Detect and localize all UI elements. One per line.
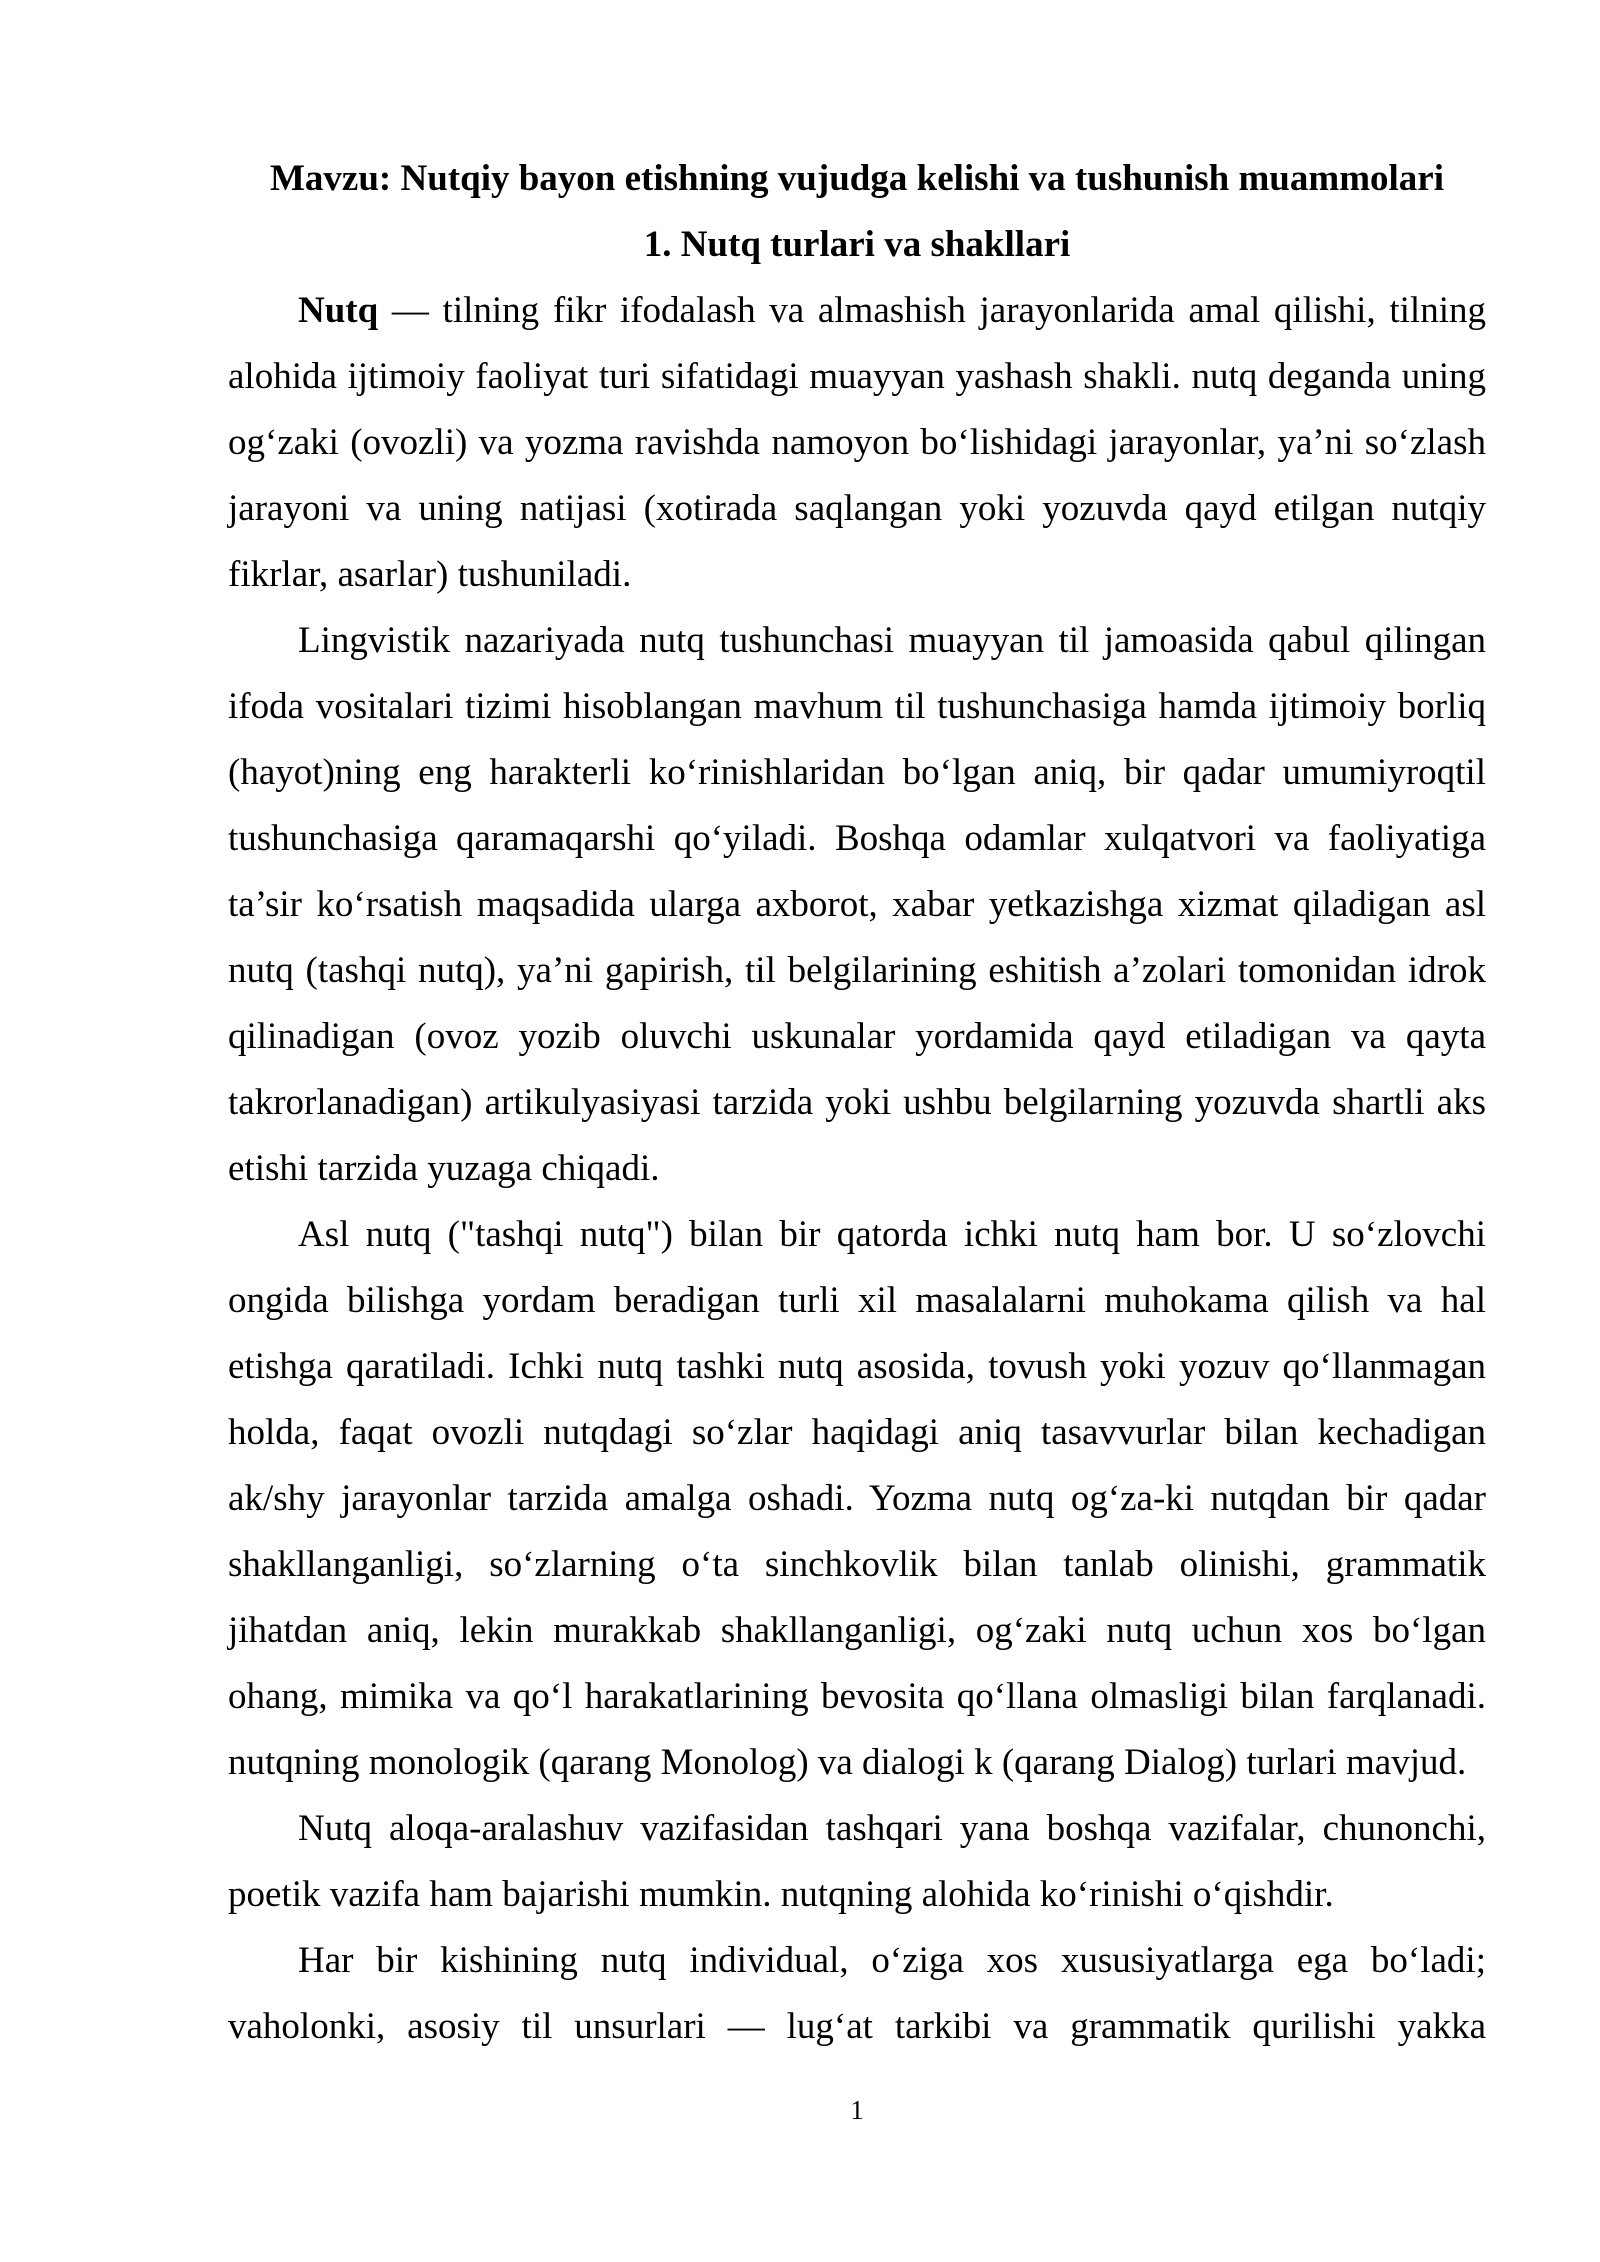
- paragraph-lead-word: Nutq: [298, 290, 379, 331]
- paragraph-individual-nutq: Har bir kishining nutq individual, o‘ziga xos xususiyatlarga ega bo‘ladi; vaholonki, asosiy til unsurlari — lug‘at tarkibi va grammatik qurilishi yakka: [228, 1940, 1486, 2047]
- paragraph-nutq-definition: [228, 278, 1486, 608]
- paragraph-asl-nutq: Asl nutq ("tashqi nutq") bilan bir qatorda ichki nutq ham bor. U so‘zlovchi ongida bilishga yordam beradigan turli xil masalalarni muhokama qilish va hal etishga qaratiladi. Ichki nutq tashki nutq asosida, tovush yoki yozuv qo‘llanmagan holda, faqat ovozli nutqdagi so‘zlar haqidagi aniq tasavvurlar bilan kechadigan ak/shy jarayonlar tarzida amalga oshadi. Yozma nutq og‘za-ki nutqdan bir qadar shakllanganligi, so‘zlarning o‘ta sinchkovlik bilan tanlab olinishi, grammatik jihatdan aniq, lekin murakkab shakllanganligi, og‘zaki nutq uchun xos bo‘lgan ohang, mimika va qo‘l harakatlarining bevosita qo‘llana olmasligi bilan farqlanadi. nutqning monologik (qarang Monolog) va dialogi k (qarang Dialog) turlari mavjud.: [228, 1214, 1486, 1783]
- paragraph-nutq-vazifalari: Nutq aloqa-aralashuv vazifasidan tashqari yana boshqa vazifalar, chunonchi, poetik vazifa ham bajarishi mumkin. nutqning alohida ko‘rinishi o‘qishdir.: [228, 1808, 1486, 1915]
- paragraph-lingvistik-nazariya: Lingvistik nazariyada nutq tushunchasi muayyan til jamoasida qabul qilingan ifoda vositalari tizimi hisoblangan mavhum til tushunchasiga hamda ijtimoiy borliq (hayot)ning eng harakterli ko‘rinishlaridan bo‘lgan aniq, bir qadar umumiyroqtil tushunchasiga qaramaqarshi qo‘yiladi. Boshqa odamlar xulqatvori va faoliyatiga ta’sir ko‘rsatish maqsadida ularga axborot, xabar yetkazishga xizmat qiladigan asl nutq (tashqi nutq), ya’ni gapirish, til belgilarining eshitish a’zolari tomonidan idrok qilinadigan (ovoz yozib oluvchi uskunalar yordamida qayd etiladigan va qayta takrorlanadigan) artikulyasiyasi tarzida yoki ushbu belgilarning yozuvda shartli aks etishi tarzida yuzaga chiqadi.: [228, 620, 1486, 1189]
- paragraph-text: — tilning fikr ifodalash va almashish jarayonlarida amal qilishi, tilning alohida ijtimoiy faoliyat turi sifatidagi muayyan yashash shakli. nutq deganda uning og‘zaki (ovozli) va yozma ravishda namoyon bo‘lishidagi jarayonlar, ya’ni so‘zlash jarayoni va uning natijasi (xotirada saqlangan yoki yozuvda qayd etilgan nutqiy fikrlar, asarlar) tushuniladi.: [228, 290, 1486, 595]
- page-number: 1: [850, 2095, 864, 2125]
- document-title: Mavzu: Nutqiy bayon etishning vujudga kelishi va tushunish muammolari: [270, 158, 1444, 199]
- document-content: [228, 146, 1486, 2060]
- document-subtitle: 1. Nutq turlari va shakllari: [643, 224, 1071, 265]
